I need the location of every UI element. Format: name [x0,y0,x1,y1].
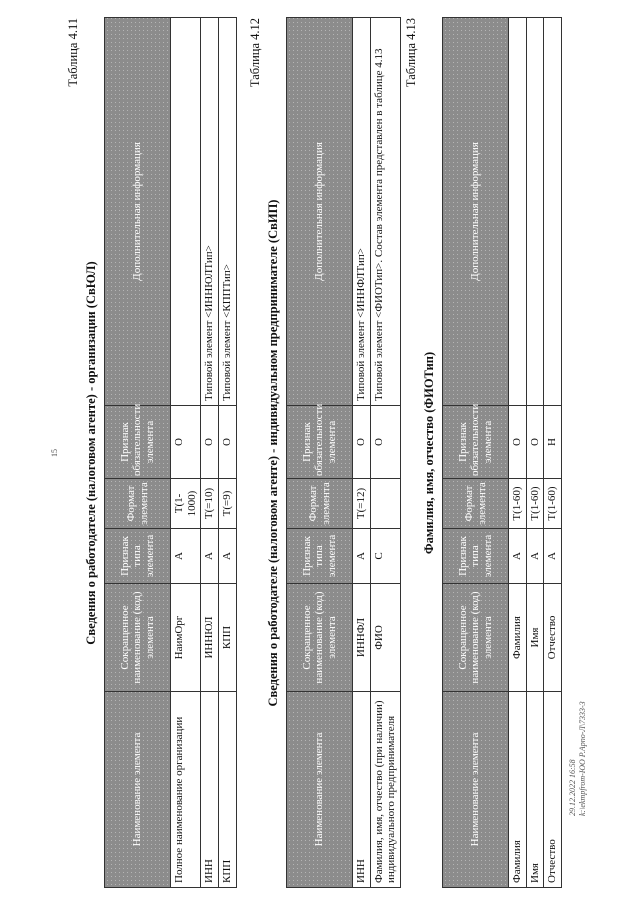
cell-format: T(1-60) [509,478,527,528]
cell-type: A [353,528,371,583]
header-row [443,17,509,887]
cell-format: T(1-1000) [171,478,201,528]
header-cell: Признак типа элемента [443,528,509,583]
header-cell: Наименование элемента [443,691,509,887]
header-cell: Признак типа элемента [105,528,171,583]
cell-format: T(1-60) [526,478,544,528]
table-caption: Сведения о работодателе (налоговом агенте) - организации (СвЮЛ) [84,260,98,645]
header-cell: Признак обязательности элемента [443,405,509,478]
cell-info: Типовой элемент <ФИОТип>. Состав элемента представлен в таблице 4.13 [370,17,400,405]
cell-name: Имя [526,691,544,887]
table-row [218,17,236,887]
rotated-document-page [20,18,620,888]
header-cell: Дополнительная информация [287,17,353,405]
cell-type: A [218,528,236,583]
cell-required: H [544,405,562,478]
cell-name: Полное наименование организации [171,691,201,887]
cell-info: Типовой элемент <КППТип> [218,17,236,405]
header-cell: Сокращенное наименование (код) элемента [287,583,353,691]
table-4-13 [442,17,562,888]
cell-required: O [201,405,219,478]
cell-code: Имя [526,583,544,691]
table-row [509,17,527,887]
cell-info [171,17,201,405]
cell-type: A [509,528,527,583]
cell-name: Отчество [544,691,562,887]
cell-format: T(=9) [218,478,236,528]
cell-info: Типовой элемент <ИННЮЛТип> [201,17,219,405]
cell-info [544,17,562,405]
cell-type: C [370,528,400,583]
header-cell: Признак типа элемента [287,528,353,583]
table-row [353,17,371,887]
cell-type: A [201,528,219,583]
file-path: k:\ekmpfrom-ЮО Р.Арпо-Л\7333-3 [578,700,588,816]
cell-code: Отчество [544,583,562,691]
cell-info: Типовой элемент <ИННФЛТип> [353,17,371,405]
table-row [526,17,544,887]
cell-format: T(=10) [201,478,219,528]
cell-required: O [171,405,201,478]
cell-name: ИНН [353,691,371,887]
cell-type: A [526,528,544,583]
table-number: Таблица 4.11 [66,17,80,87]
header-cell: Наименование элемента [105,691,171,887]
table-row [171,17,201,887]
table-row [370,17,400,887]
cell-required: O [218,405,236,478]
table-number: Таблица 4.12 [248,17,262,87]
cell-info [509,17,527,405]
header-cell: Формат элемента [287,478,353,528]
header-cell: Дополнительная информация [443,17,509,405]
table-4-12 [286,17,401,888]
cell-code: ИННЮЛ [201,583,219,691]
header-cell: Сокращенное наименование (код) элемента [443,583,509,691]
cell-code: КПП [218,583,236,691]
header-cell: Наименование элемента [287,691,353,887]
table-number: Таблица 4.13 [404,17,418,87]
header-cell: Признак обязательности элемента [105,405,171,478]
header-row [287,17,353,887]
print-footer [568,701,589,816]
header-cell: Формат элемента [105,478,171,528]
cell-required: O [526,405,544,478]
cell-info [526,17,544,405]
cell-code: ФИО [370,583,400,691]
cell-name: КПП [218,691,236,887]
cell-type: A [171,528,201,583]
page-number: 15 [50,448,59,457]
cell-required: O [370,405,400,478]
table-4-11 [104,17,237,888]
header-cell: Формат элемента [443,478,509,528]
cell-code: НаимОрг [171,583,201,691]
cell-format: T(1-60) [544,478,562,528]
cell-name: ИНН [201,691,219,887]
cell-format [370,478,400,528]
print-timestamp: 29.12.2022 16:58 [568,758,577,816]
cell-code: ИННФЛ [353,583,371,691]
table-caption: Фамилия, имя, отчество (ФИОТип) [422,351,436,554]
cell-type: A [544,528,562,583]
header-cell: Сокращенное наименование (код) элемента [105,583,171,691]
header-cell: Признак обязательности элемента [287,405,353,478]
header-row [105,17,171,887]
cell-required: O [353,405,371,478]
cell-code: Фамилия [509,583,527,691]
table-row [201,17,219,887]
header-cell: Дополнительная информация [105,17,171,405]
cell-name: Фамилия [509,691,527,887]
cell-name: Фамилия, имя, отчество (при наличии) индивидуального предпринимателя [370,691,400,887]
cell-format: T(=12) [353,478,371,528]
table-caption: Сведения о работодателе (налоговом агенте) - индивидуальном предпринимателе (СвИП) [266,199,280,706]
cell-required: O [509,405,527,478]
table-row [544,17,562,887]
